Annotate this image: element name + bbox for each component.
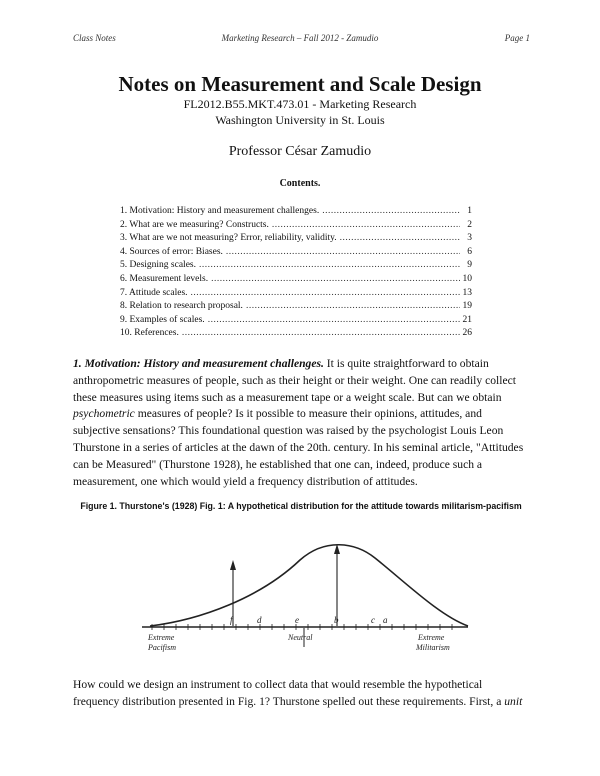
figure-caption: Figure 1. Thurstone's (1928) Fig. 1: A hypothetical distribution for the attitude towards militarism-pacifism	[80, 501, 522, 511]
label-a: a	[383, 615, 388, 625]
toc-item-title: 9. Examples of scales.	[120, 314, 205, 325]
section-1-heading: 1. Motivation: History and measurement challenges.	[73, 357, 324, 370]
label-f: f	[230, 615, 233, 625]
toc-item-title: 7. Attitude scales.	[120, 287, 188, 298]
toc-item-title: 4. Sources of error: Biases.	[120, 246, 223, 257]
toc-item[interactable]	[120, 287, 472, 301]
toc-item[interactable]	[120, 314, 472, 328]
toc-item-title: 3. What are we not measuring? Error, reliability, validity.	[120, 233, 337, 244]
label-pacifism: Pacifism	[148, 643, 176, 652]
figure-distribution-plot	[140, 540, 470, 665]
toc-item-title: 2. What are we measuring? Constructs.	[120, 219, 269, 230]
header-left: Class Notes	[73, 33, 116, 43]
toc-item[interactable]	[120, 232, 472, 246]
toc-item-page: 21	[462, 314, 472, 325]
label-d: d	[257, 615, 262, 625]
section-1-paragraph: 1. Motivation: History and measurement challenges. It is quite straightforward to obtain anthropometric measures of people, such as their height or their weight. One can readily collect these measures using items such as a measurement tape or a weight scale. But can we obtain psychometric measures of people? Is it possible to measure their opinions, attitudes, and subjective sensations? This foundational question was raised by the psychologist Louis Leon Thurstone in a series of articles at the dawn of the 20th. century. In his seminal article, "Attitudes can be Measured" (Thurstone 1928), he established that one can, indeed, produce such a measurement, one which would yield a frequency distribution of attitudes.	[73, 357, 524, 488]
toc-item-page: 13	[462, 287, 472, 298]
label-neutral: Neutral	[288, 633, 313, 642]
toc-item-page: 1	[467, 206, 472, 216]
toc-item-page: 10	[462, 273, 472, 284]
professor-name: Professor César Zamudio	[228, 144, 372, 159]
toc-item[interactable]	[120, 327, 472, 341]
header-page-number: Page 1	[504, 33, 530, 43]
label-c: c	[371, 615, 375, 625]
document-title: Notes on Measurement and Scale Design	[118, 72, 482, 96]
label-extreme-right: Extreme	[418, 633, 445, 642]
toc-item[interactable]	[120, 259, 472, 273]
label-extreme-left: Extreme	[148, 633, 175, 642]
toc-item-page: 19	[462, 301, 472, 312]
toc-item-page: 3	[467, 233, 472, 244]
label-e: e	[295, 615, 299, 625]
toc-item[interactable]	[120, 205, 472, 219]
distribution-curve	[150, 545, 468, 626]
contents-heading: Contents.	[279, 178, 321, 189]
label-militarism: Militarism	[416, 643, 450, 652]
label-b: b	[334, 615, 339, 625]
course-code: FL2012.B55.MKT.473.01 - Marketing Research	[183, 97, 417, 111]
arrowhead-f	[230, 560, 236, 570]
toc-item[interactable]	[120, 273, 472, 287]
toc-item-page: 6	[467, 246, 472, 257]
toc-item-page: 2	[467, 219, 472, 230]
toc-item-title: 5. Designing scales.	[120, 260, 196, 271]
header-center: Marketing Research – Fall 2012 - Zamudio	[221, 33, 379, 43]
toc-item[interactable]	[120, 219, 472, 233]
table-of-contents	[120, 205, 472, 341]
toc-item-title: 10. References.	[120, 328, 179, 339]
toc-item[interactable]	[120, 300, 472, 314]
toc-item-page: 9	[467, 260, 472, 271]
toc-item[interactable]	[120, 246, 472, 260]
university: Washington University in St. Louis	[215, 113, 385, 127]
toc-item-page: 26	[462, 328, 472, 339]
toc-item-title: 1. Motivation: History and measurement challenges.	[120, 206, 320, 216]
toc-item-title: 8. Relation to research proposal.	[120, 301, 243, 312]
paragraph-2: How could we design an instrument to collect data that would resemble the hypothetical frequency distribution presented in Fig. 1? Thurstone spelled out these requirements. First, a unit	[73, 678, 523, 708]
toc-item-title: 6. Measurement levels.	[120, 273, 209, 284]
